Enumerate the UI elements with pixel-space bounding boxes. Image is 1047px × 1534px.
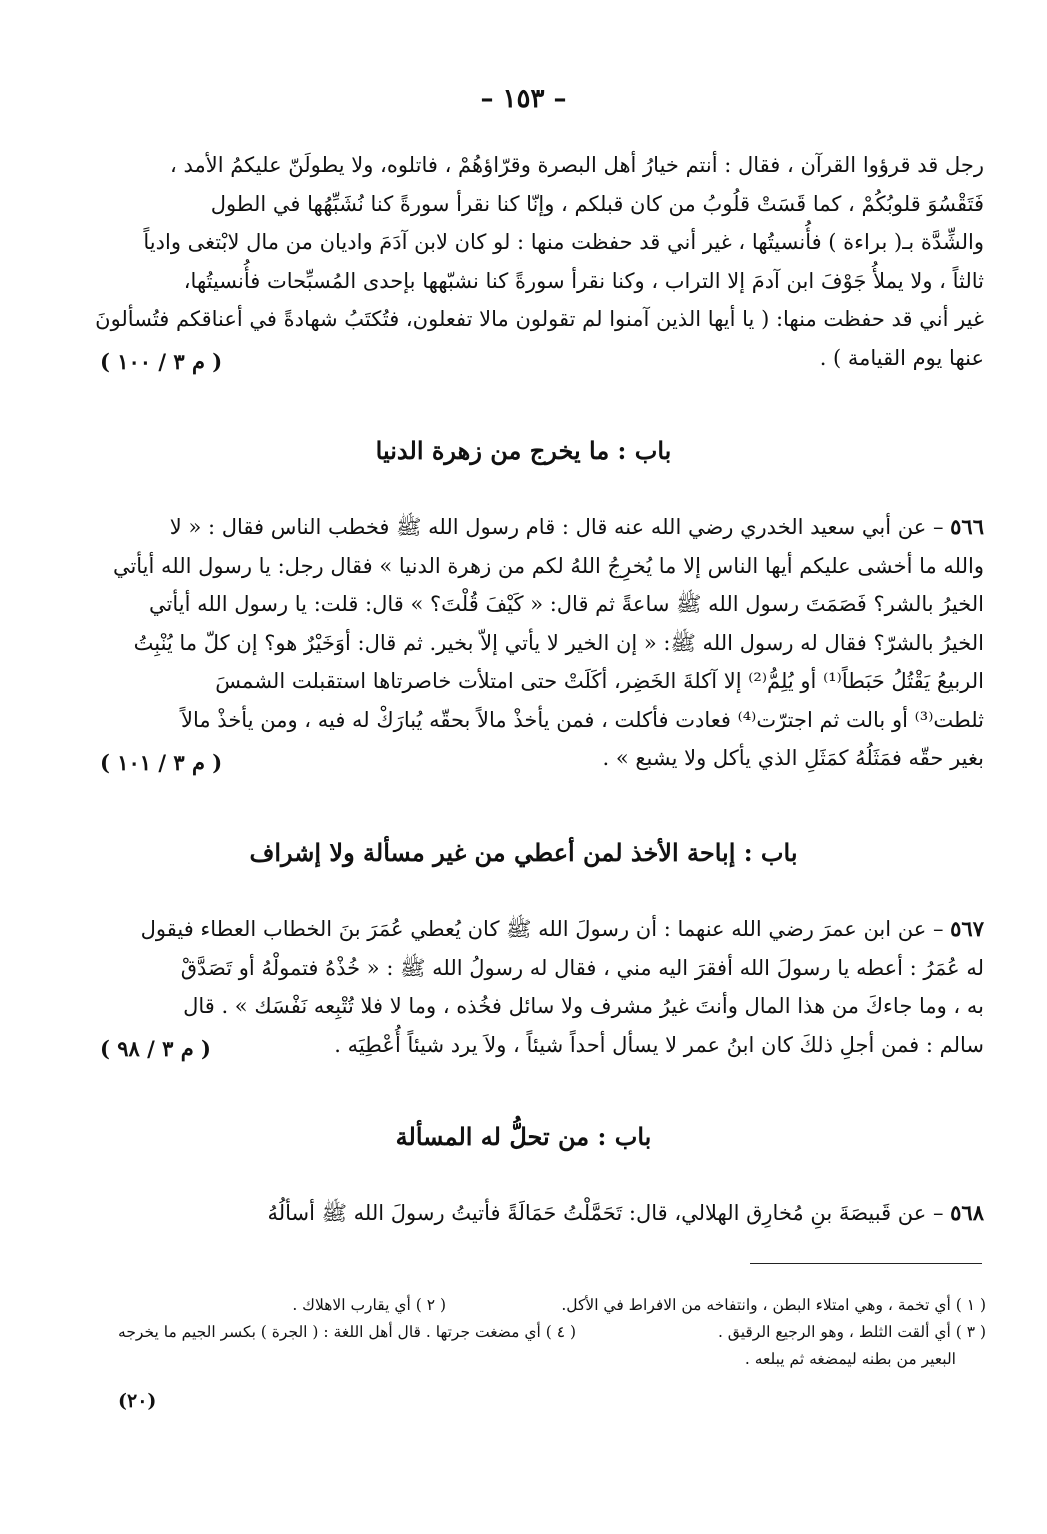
section-heading: باب : من تحلُّ له المسألة [395,1122,652,1151]
footnote-divider [750,1263,982,1264]
text-line-content: – عن ابن عمرَ رضي الله عنهما : أن رسولَ الله ﷺ كان يُعطي عُمَرَ بنَ الخطاب العطاء فيقول [140,917,951,941]
reference-citation: ( م ٣ / ٩٨ ) [100,1036,211,1061]
text-line: رجل قد قرؤوا القرآن ، فقال : أنتم خيارُ أهل البصرة وقرّاؤهُمْ ، فاتلوه، ولا يطولَنّ عليكمُ الأمد ، [170,153,984,177]
footnote-3: ( ٣ ) أي ألقت الثلط ، وهو الرجيع الرقيق . [717,1323,986,1341]
text-line: والله ما أخشى عليكم أيها الناس إلا ما يُخرِجُ اللهُ لكم من زهرة الدنيا » فقال رجل: يا رسول الله أيأتي [112,553,984,578]
text-line: والشِّدَّة بـ( براءة ) فأُنسيتُها ، غير أني قد حفظت منها : لو كان لابن آدَمَ واديان من مال لابْتغى وادياً [143,230,984,254]
reference-citation: ( م ٣ / ١٠٠ ) [100,349,223,374]
text-line: عنها يوم القيامة ) . [819,345,984,370]
footnote-4-continued: البعير من بطنه ليمضغه ثم يبلعه . [744,1350,956,1368]
text-line: الخيرُ بالشر؟ فَصَمَتَ رسول الله ﷺ ساعةً ثم قال: « كَيْفَ قُلْتَ؟ » قال: قلت: يا رسول الله أيأتي [149,592,984,616]
text-line: به ، وما جاءكَ من هذا المال وأنتَ غيرُ مشرف ولا سائل فخُذه ، وما لا فلا تُتْبِعه نَفْسَك » . قال [183,994,984,1018]
footnote-row [78,1346,986,1373]
section-heading: باب : ما يخرج من زهرة الدنيا [375,436,672,465]
text-line: له عُمَرُ : أعطه يا رسولَ الله أفقرَ اليه مني ، فقال له رسولُ الله ﷺ : « خُذْهُ فتمولْهُ أو تَصَدَّقْ [180,955,984,980]
text-line-content: – عن قَبيصَةَ بنِ مُخارِق الهلالي، قال: تَحَمَّلْتُ حَمَالَةً فأتيتُ رسولَ الله ﷺ أسألُهُ [267,1201,951,1225]
text-line [78,910,984,949]
text-line-content: – عن أبي سعيد الخدري رضي الله عنه قال : قام رسول الله ﷺ فخطب الناس فقال : « لا [169,515,951,539]
hadith-number: ٥٦٧ [950,916,984,941]
text-line: ثالثاً ، ولا يملأُ جَوْفَ ابن آدمَ إلا التراب ، وكنا نقرأ سورةً كنا نشبّهها بإحدى المُسبِّحات فأُنسيتُها، [183,268,984,293]
intro-paragraph [78,146,984,377]
hadith-number: ٥٦٦ [950,514,984,539]
text-line [78,508,984,547]
text-line: الخيرُ بالشرّ؟ فقال له رسول الله ﷺ: « إن الخير لا يأتي إلاّ بخير. ثم قال: أوَخَيْرٌ هو؟ إن كلّ ما يُنْبِتُ [133,630,984,655]
reference-citation: ( م ٣ / ١٠١ ) [100,750,223,775]
footnote-2: ( ٢ ) أي يقارب الاهلاك . [292,1296,446,1314]
footnote-4: ( ٤ ) أي مضغت جرتها . قال أهل اللغة : ( الجرة ) بكسر الجيم ما يخرجه [118,1323,576,1341]
hadith-number: ٥٦٨ [950,1200,984,1225]
text-line: فَتَقْسُوَ قلوبُكُمْ ، كما قَسَتْ قلُوبُ من كان قبلكم ، وإنّا كنا نقرأ سورةً كنا نُشَبِّهُها في الطول [210,191,984,216]
footnotes [78,1292,986,1373]
hadith-566 [78,508,984,778]
footnote-row [78,1319,986,1346]
section-heading: باب : إباحة الأخذ لمن أعطي من غير مسألة ولا إشراف [249,838,798,867]
hadith-567 [78,910,984,1064]
text-line: بغير حقّه فمَثَلُهُ كمَثَلِ الذي يأكل ولا يشبع » . [602,746,984,770]
text-line: الربيعُ يَقْتُلُ حَبَطاً⁽¹⁾ أو يُلِمُّ⁽²⁾ إلا آكلةَ الخَضِر، أكَلَتْ حتى امتلأت خاصرتاها استقبلت الشمسَ [215,669,984,693]
page-number: – ١٥٣ – [480,84,567,114]
text-line: غير أني قد حفظت منها: ( يا أيها الذين آمنوا لم تقولون مالا تفعلون، فتُكتَبُ شهادةً في أعناقكم فتُسألونَ [95,307,984,331]
hadith-568 [78,1194,984,1233]
sheet-number: (٢٠) [118,1390,157,1412]
footnote-row [78,1292,986,1319]
text-line [78,1194,984,1233]
footnote-1: ( ١ ) أي تخمة ، وهي امتلاء البطن ، وانتفاخه من الافراط في الأكل. [561,1296,986,1314]
text-line: ثلطت⁽³⁾ أو بالت ثم اجترّت⁽⁴⁾ فعادت فأكلت ، فمن يأخذْ مالاً بحقّه يُبارَكْ له فيه ، ومن يأخذْ مالاً [181,707,984,732]
text-line: سالم : فمن أجلِ ذلكَ كان ابنُ عمر لا يسأل أحداً شيئاً ، ولاَ يرد شيئاً أُعْطِيَه . [334,1032,984,1057]
